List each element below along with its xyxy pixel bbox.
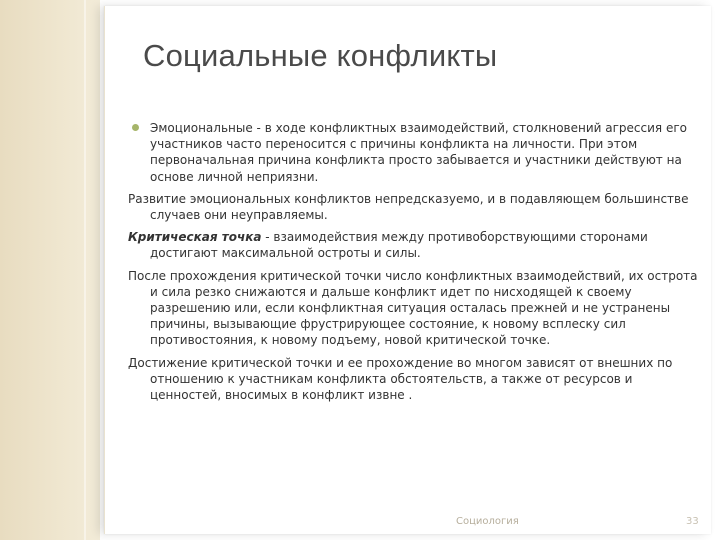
paragraph-critical-point bbox=[128, 229, 700, 261]
slide-content bbox=[128, 120, 700, 409]
slide-title: Социальные конфликты bbox=[143, 38, 498, 73]
paragraph-text: После прохождения критической точки число конфликтных взаимодействий, их острота и сила резко снижаются и дальше конфликт идет по нисходящей к своему разрешению или, если конфликтная ситуация осталась прежней и не устранены причины, вызывающие фрустрирующее состояние, к новому всплеску сил противостояния, к новому подъему, новой критической точке. bbox=[128, 268, 698, 348]
bullet-lead: Эмоциональные bbox=[150, 121, 253, 135]
decorative-left-band bbox=[0, 0, 100, 540]
slide-footer: Социология bbox=[456, 516, 519, 527]
paragraph-text: - взаимодействия между противоборствующими сторонами достигают максимальной остроты и силы. bbox=[150, 230, 648, 261]
bullet-emotional bbox=[128, 120, 700, 185]
paragraph-text: Развитие эмоциональных конфликтов непредсказуемо, и в подавляющем большинстве случаев они неуправляемы. bbox=[128, 191, 689, 223]
page-number: 33 bbox=[686, 516, 699, 527]
bullet-text: - в ходе конфликтных взаимодействий, столкновений агрессия его участников часто переносится с причины конфликта на личности. При этом первоначальная причина конфликта просто забывается и участники действуют на основе личной неприязни. bbox=[150, 121, 687, 184]
bullet-dot-icon bbox=[132, 124, 139, 131]
paragraph-text: Достижение критической точки и ее прохождение во многом зависят от внешних по отношению к участникам конфликта обстоятельств, а также от ресурсов и ценностей, вносимых в конфликт извне . bbox=[128, 355, 673, 403]
critical-point-lead: Критическая точка bbox=[128, 230, 262, 245]
paragraph-after-critical bbox=[128, 268, 700, 349]
paragraph-development bbox=[128, 191, 700, 223]
paragraph-achievement bbox=[128, 355, 700, 404]
